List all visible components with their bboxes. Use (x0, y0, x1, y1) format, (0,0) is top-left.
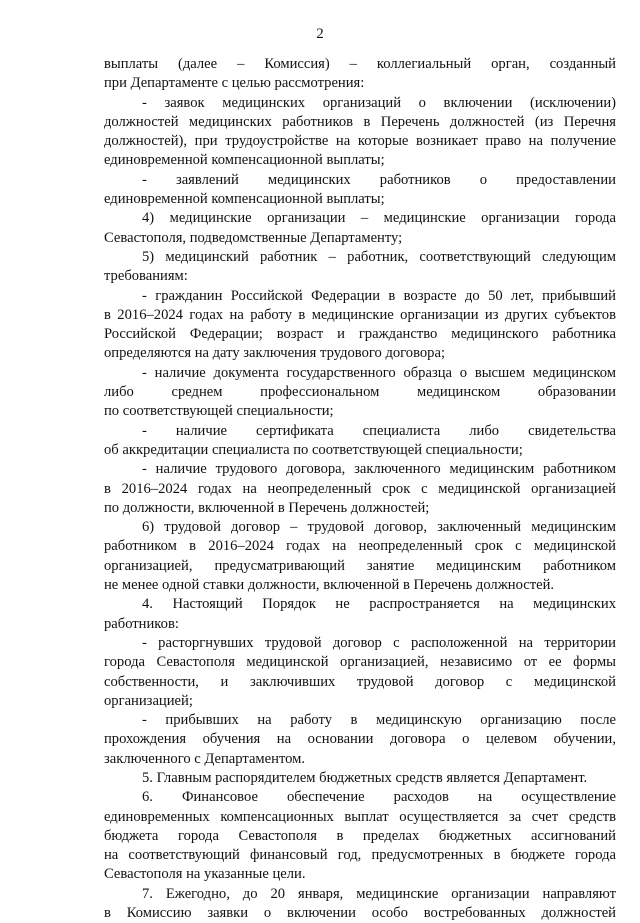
text-line: - наличие трудового договора, заключенного медицинским работником (142, 461, 616, 478)
text-line: заключенного с Департаментом. (104, 750, 306, 767)
text-line: прохождения обучения на основании договора о целевом обучении, (104, 731, 616, 748)
text-line: 4) медицинские организации – медицинские организации города (142, 210, 616, 227)
text-line: - заявок медицинских организаций о включении (исключении) (142, 94, 616, 111)
text-line: организацией, предусматривающий занятие медицинским работником (104, 557, 616, 574)
text-line: единовременной компенсационной выплаты; (104, 152, 385, 169)
text-line: Севастополя, подведомственные Департаменту; (104, 229, 403, 246)
text-line: 4. Настоящий Порядок не распространяется на медицинских (142, 596, 616, 613)
text-line: по должности, включенной в Перечень должностей; (104, 499, 430, 516)
text-line: 7. Ежегодно, до 20 января, медицинские организации направляют (142, 885, 616, 902)
text-line: в 2016–2024 годах на работу в медицинские организации из других субъектов (104, 306, 616, 323)
text-line: не менее одной ставки должности, включенной в Перечень должностей. (104, 577, 555, 594)
text-line: должностей медицинских работников в Перечень должностей (из Перечня (104, 113, 616, 130)
document-body (104, 55, 616, 923)
text-line: выплаты (далее – Комиссия) – коллегиальный орган, созданный (104, 56, 616, 72)
text-line: при Департаменте с целью рассмотрения: (104, 75, 365, 92)
text-line: 6. Финансовое обеспечение расходов на осуществление (142, 789, 616, 806)
text-line: бюджета города Севастополя в пределах бюджетных ассигнований (104, 827, 616, 844)
text-line: организацией; (104, 692, 193, 709)
text-line: Российской Федерации; возраст и гражданство медицинского работника (104, 326, 616, 343)
text-line: на соответствующий финансовый год, предусмотренных в бюджете города (104, 847, 616, 864)
text-line: требованиям: (104, 268, 188, 285)
text-line: в 2016–2024 годах на неопределенный срок с медицинской организацией (104, 480, 616, 497)
text-line: либо среднем профессиональном медицинском образовании (104, 384, 616, 401)
text-line: 5. Главным распорядителем бюджетных средств является Департамент. (142, 769, 588, 786)
text-line: по соответствующей специальности; (104, 403, 334, 420)
text-line: 5) медицинский работник – работник, соответствующий следующим (142, 248, 616, 265)
text-line: работников: (104, 615, 179, 632)
text-line: определяются на дату заключения трудового договора; (104, 345, 446, 362)
text-line: должностей), при трудоустройстве на которые возникает право на получение (104, 133, 616, 150)
text-line: 6) трудовой договор – трудовой договор, заключенный медицинским (142, 519, 616, 536)
text-line: единовременной компенсационной выплаты; (104, 191, 385, 208)
text-line: - заявлений медицинских работников о предоставлении (142, 171, 616, 188)
text-line: - наличие документа государственного образца о высшем медицинском (142, 364, 616, 381)
page-number: 2 (316, 26, 324, 42)
text-line: города Севастополя медицинской организацией, независимо от ее формы (104, 654, 616, 671)
text-line: единовременных компенсационных выплат осуществляется за счет средств (104, 808, 616, 825)
text-line: в Комиссию заявки о включении особо востребованных должностей (104, 905, 616, 922)
text-line: Севастополя на указанные цели. (104, 866, 306, 883)
text-line: - наличие сертификата специалиста либо свидетельства (142, 422, 616, 439)
text-line: - гражданин Российской Федерации в возрасте до 50 лет, прибывший (142, 287, 616, 304)
text-line: об аккредитации специалиста по соответствующей специальности; (104, 441, 523, 458)
text-line: собственности, и заключивших трудовой договор с медицинской (104, 673, 616, 690)
text-line: работником в 2016–2024 годах на неопределенный срок с медицинской (104, 538, 616, 555)
text-line: - расторгнувших трудовой договор с расположенной на территории (142, 634, 616, 651)
text-line: - прибывших на работу в медицинскую организацию после (142, 712, 616, 729)
